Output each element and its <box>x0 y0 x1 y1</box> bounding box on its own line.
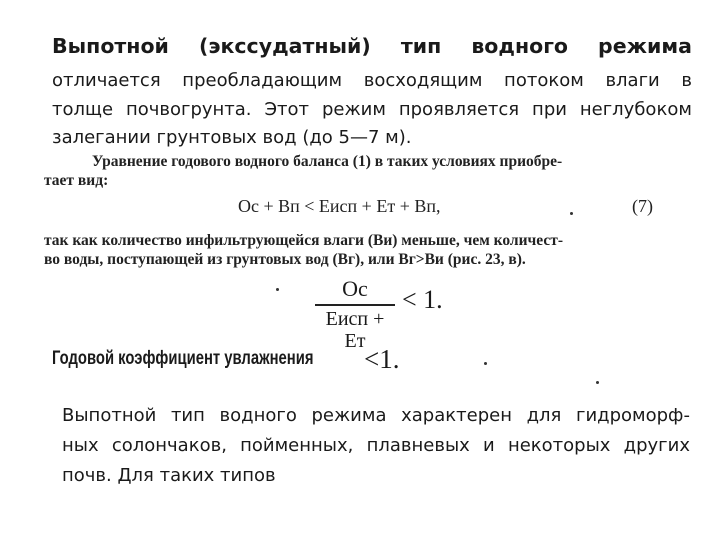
fraction-denominator: Еисп + Ет <box>325 308 385 352</box>
outro-line-1 <box>62 405 690 426</box>
intro-line-1 <box>52 70 692 91</box>
word: тип <box>170 405 205 426</box>
scan-speck <box>484 362 487 365</box>
word: некоторых <box>507 435 611 456</box>
title-word: (экссудатный) <box>198 34 371 58</box>
word: потоком <box>504 70 584 91</box>
word: характерен <box>401 405 512 426</box>
title-word: водного <box>471 34 568 58</box>
scan-speck <box>570 212 573 215</box>
word: режима <box>311 405 387 426</box>
coefficient-label: Годовой коэффициент увлажнения <box>52 348 314 369</box>
word: толще <box>52 99 114 120</box>
word: для <box>526 405 562 426</box>
word: гидроморф- <box>576 405 690 426</box>
word: водного <box>219 405 297 426</box>
word: почв. Для таких типов <box>62 465 276 486</box>
word: при <box>532 99 567 120</box>
word: и <box>483 435 495 456</box>
coefficient-relation: <1. <box>364 344 400 374</box>
word: солончаков, <box>111 435 227 456</box>
word: преобладающим <box>182 70 343 91</box>
intro-line-2 <box>52 99 692 120</box>
outro-line-2 <box>62 435 690 456</box>
word: залегании грунтовых вод (до 5—7 м). <box>52 127 412 148</box>
intro-line-3 <box>52 127 692 148</box>
fraction-numerator: Oc <box>342 276 368 301</box>
word: других <box>623 435 690 456</box>
scan-speck <box>596 381 599 384</box>
word: восходящим <box>363 70 483 91</box>
title-word: тип <box>400 34 442 58</box>
word: в <box>681 70 692 91</box>
scan-line-3: так как количество инфильтрующейся влаги (Ви) меньше, чем количест- <box>44 232 563 249</box>
word: Выпотной <box>62 405 157 426</box>
word: ных <box>62 435 99 456</box>
fraction-relation: < 1. <box>402 285 443 314</box>
fraction-bar <box>315 304 395 306</box>
word: режим <box>321 99 386 120</box>
word: пойменных, <box>240 435 354 456</box>
word: неглубоком <box>579 99 692 120</box>
word: проявляется <box>398 99 520 120</box>
word: отличается <box>52 70 161 91</box>
outro-line-3 <box>62 465 702 486</box>
scan-speck <box>276 288 279 291</box>
title-line <box>52 34 692 58</box>
word: почвогрунта. <box>125 99 252 120</box>
word: Этот <box>264 99 310 120</box>
word: влаги <box>605 70 660 91</box>
title-word: Выпотной <box>52 34 169 58</box>
equation-number: (7) <box>632 196 653 216</box>
word: плавневых <box>366 435 470 456</box>
fraction <box>315 277 395 352</box>
scan-line-1: Уравнение годового водного баланса (1) в таких условиях приобре- <box>92 153 563 170</box>
balance-equation: Oc + Вп < Еисп + Ет + Вп, <box>238 196 441 216</box>
scan-line-4: во воды, поступающей из грунтовых вод (Вг), или Вг>Ви (рис. 23, в). <box>44 251 526 268</box>
title-word: режима <box>598 34 692 58</box>
scan-line-2: тает вид: <box>44 172 109 189</box>
